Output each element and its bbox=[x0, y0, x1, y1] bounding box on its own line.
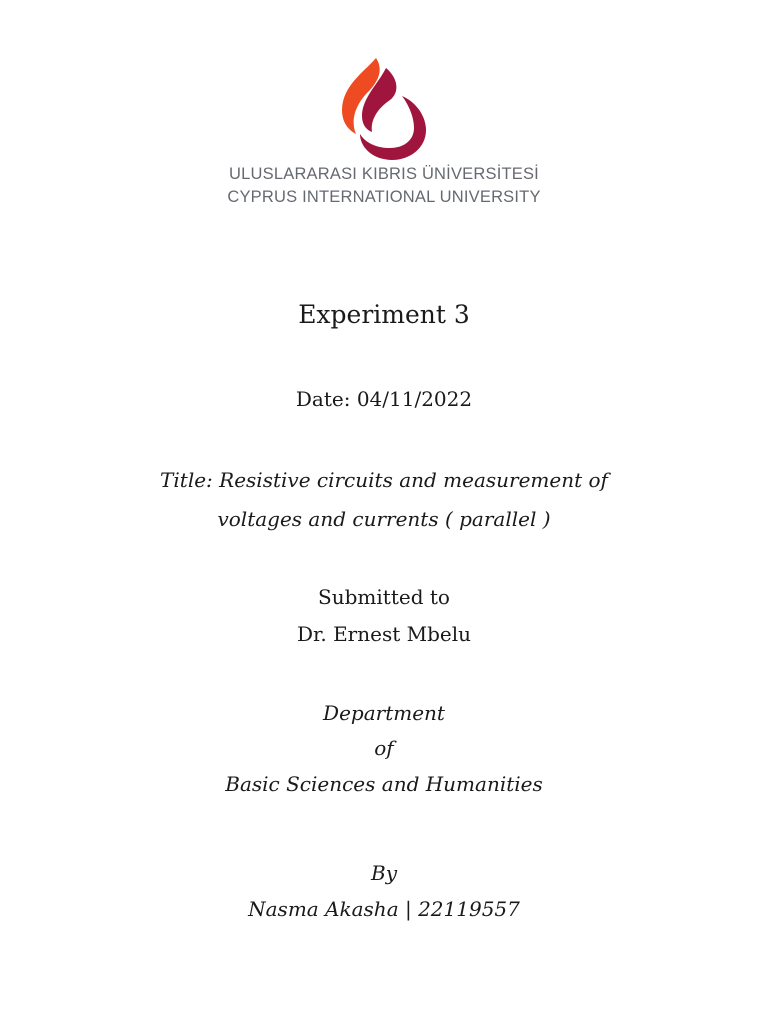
flame-logo-icon bbox=[334, 58, 434, 162]
by-label: By bbox=[371, 861, 397, 885]
date-line: Date: 04/11/2022 bbox=[295, 387, 473, 411]
title-line-1: Title: Resistive circuits and measurement of bbox=[160, 468, 608, 492]
submitted-to-label: Submitted to bbox=[318, 585, 450, 609]
instructor-name: Dr. Ernest Mbelu bbox=[296, 622, 472, 646]
university-name-english: CYPRUS INTERNATIONAL UNIVERSITY bbox=[227, 188, 541, 206]
title-line-2: voltages and currents ( parallel ) bbox=[217, 507, 551, 531]
university-name-turkish: ULUSLARARASI KIBRIS ÜNİVERSİTESİ bbox=[229, 165, 539, 183]
experiment-heading: Experiment 3 bbox=[298, 300, 470, 329]
author-name-id: Nasma Akasha | 22119557 bbox=[248, 897, 520, 921]
department-line-3: Basic Sciences and Humanities bbox=[225, 772, 543, 796]
department-line-2: of bbox=[374, 736, 394, 760]
department-line-1: Department bbox=[323, 701, 445, 725]
university-logo bbox=[0, 58, 768, 162]
